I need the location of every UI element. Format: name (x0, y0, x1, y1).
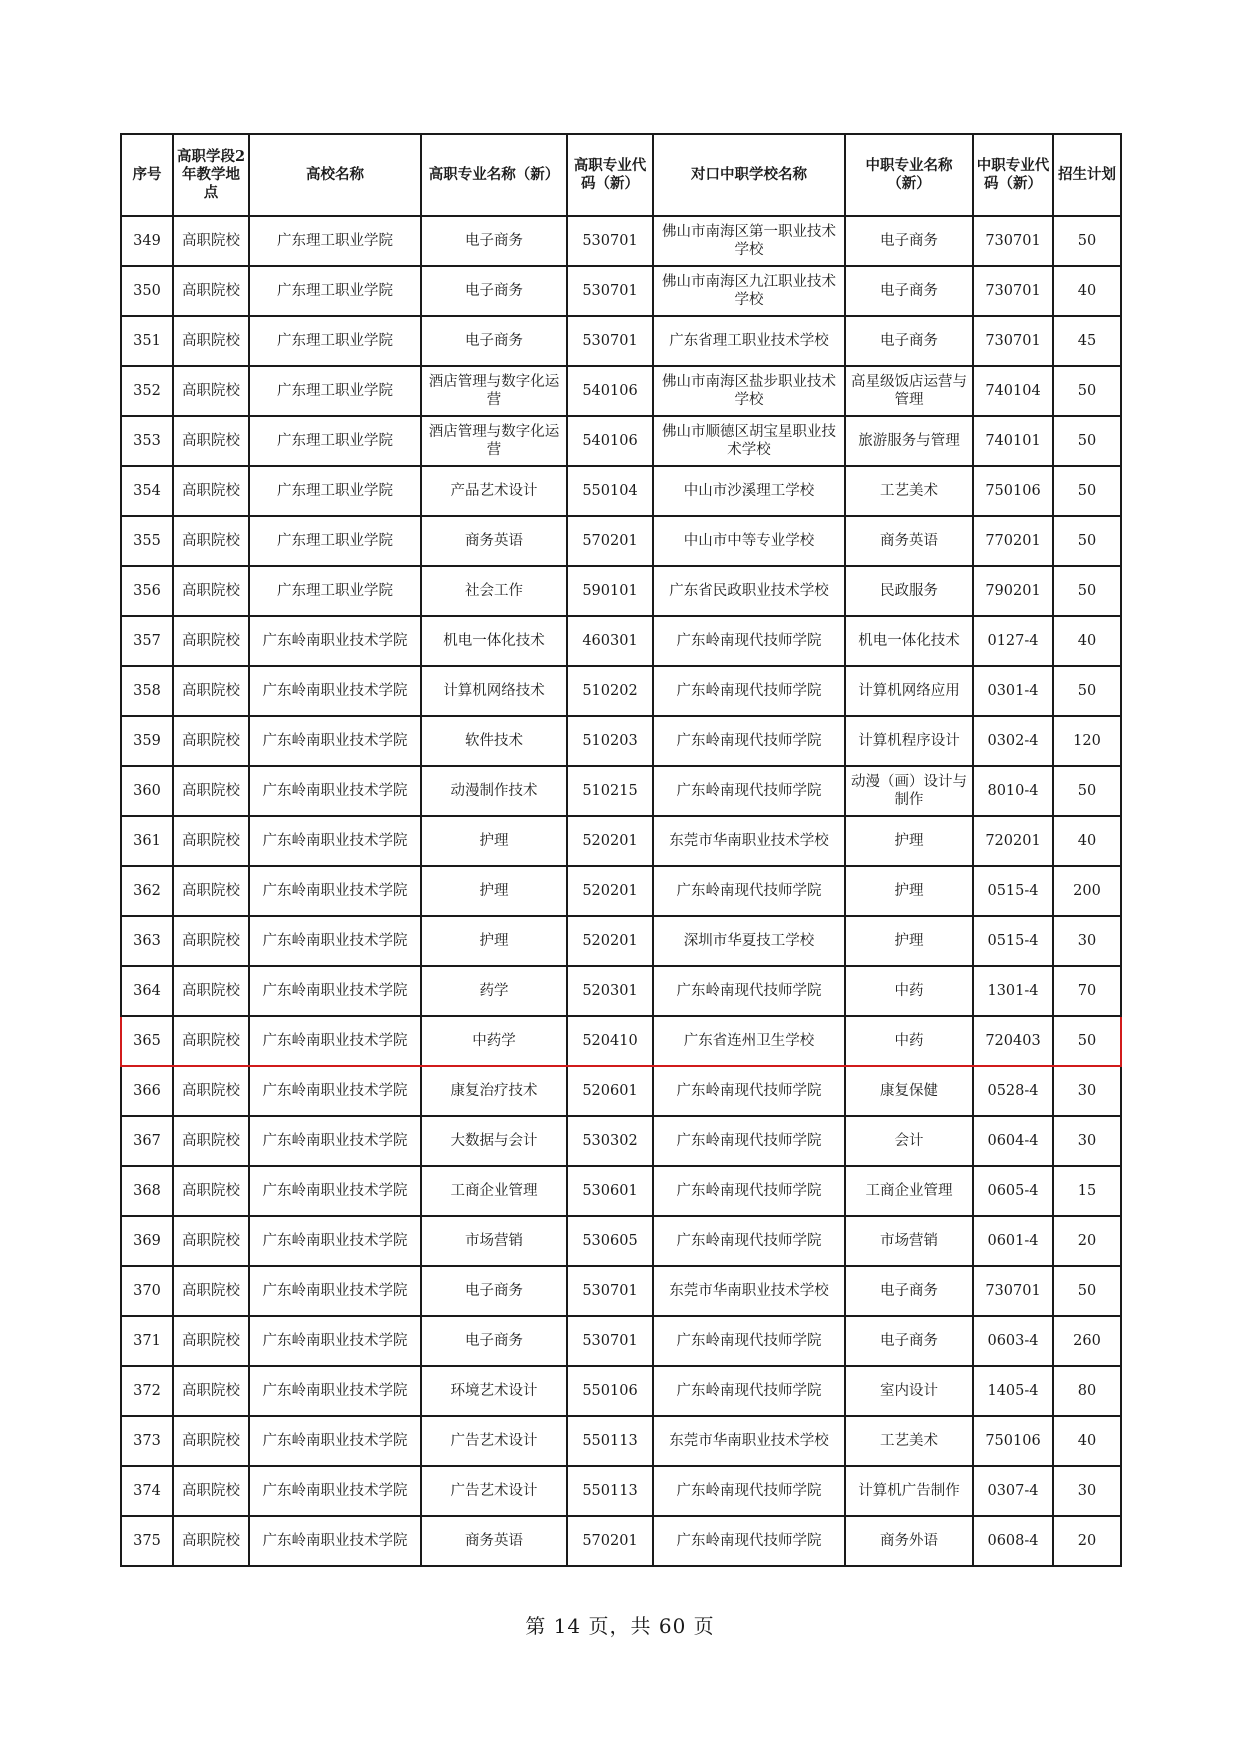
cell-index: 369 (121, 1216, 173, 1266)
cell-index: 357 (121, 616, 173, 666)
cell-vocational-major-code: 740104 (973, 366, 1053, 416)
cell-college-major-code: 530701 (567, 1316, 653, 1366)
cell-college-major-code: 520201 (567, 866, 653, 916)
cell-college-major-code: 570201 (567, 1516, 653, 1566)
table-row (121, 1266, 1121, 1316)
header-cell-college-major: 高职专业名称（新） (421, 134, 567, 216)
header-cell-enrollment-plan: 招生计划 (1053, 134, 1121, 216)
cell-college-name: 广东岭南职业技术学院 (249, 966, 421, 1016)
cell-vocational-major-code: 1301-4 (973, 966, 1053, 1016)
table-row (121, 1066, 1121, 1116)
cell-college-major-code: 550113 (567, 1466, 653, 1516)
cell-vocational-school: 广东岭南现代技师学院 (653, 1516, 845, 1566)
cell-college-name: 广东理工职业学院 (249, 416, 421, 466)
cell-enrollment-plan: 50 (1053, 1266, 1121, 1316)
cell-vocational-major: 旅游服务与管理 (845, 416, 973, 466)
cell-vocational-major-code: 8010-4 (973, 766, 1053, 816)
cell-college-name: 广东岭南职业技术学院 (249, 1066, 421, 1116)
cell-teaching-location: 高职院校 (173, 316, 249, 366)
cell-college-major: 产品艺术设计 (421, 466, 567, 516)
cell-vocational-major: 电子商务 (845, 1316, 973, 1366)
cell-vocational-major: 电子商务 (845, 266, 973, 316)
cell-vocational-school: 广东省民政职业技术学校 (653, 566, 845, 616)
cell-teaching-location: 高职院校 (173, 666, 249, 716)
cell-vocational-major: 商务英语 (845, 516, 973, 566)
cell-vocational-school: 广东岭南现代技师学院 (653, 1166, 845, 1216)
cell-college-name: 广东岭南职业技术学院 (249, 1266, 421, 1316)
cell-teaching-location: 高职院校 (173, 916, 249, 966)
cell-vocational-major-code: 0528-4 (973, 1066, 1053, 1116)
table-row (121, 1166, 1121, 1216)
cell-college-name: 广东理工职业学院 (249, 216, 421, 266)
cell-teaching-location: 高职院校 (173, 1416, 249, 1466)
cell-vocational-school: 广东岭南现代技师学院 (653, 666, 845, 716)
cell-college-major-code: 510203 (567, 716, 653, 766)
cell-college-major: 康复治疗技术 (421, 1066, 567, 1116)
cell-teaching-location: 高职院校 (173, 966, 249, 1016)
table-row (121, 1116, 1121, 1166)
cell-index: 364 (121, 966, 173, 1016)
cell-college-major-code: 540106 (567, 366, 653, 416)
cell-index: 359 (121, 716, 173, 766)
header-cell-vocational-school: 对口中职学校名称 (653, 134, 845, 216)
cell-vocational-school: 佛山市南海区九江职业技术学校 (653, 266, 845, 316)
cell-vocational-school: 佛山市南海区第一职业技术学校 (653, 216, 845, 266)
cell-vocational-major-code: 0603-4 (973, 1316, 1053, 1366)
cell-college-major: 电子商务 (421, 316, 567, 366)
table-row (121, 916, 1121, 966)
cell-vocational-major: 工艺美术 (845, 466, 973, 516)
cell-college-name: 广东岭南职业技术学院 (249, 1016, 421, 1066)
cell-college-major: 电子商务 (421, 216, 567, 266)
cell-college-major: 酒店管理与数字化运营 (421, 416, 567, 466)
cell-enrollment-plan: 50 (1053, 766, 1121, 816)
cell-vocational-major: 护理 (845, 866, 973, 916)
cell-college-name: 广东岭南职业技术学院 (249, 716, 421, 766)
cell-teaching-location: 高职院校 (173, 266, 249, 316)
cell-teaching-location: 高职院校 (173, 416, 249, 466)
cell-enrollment-plan: 50 (1053, 666, 1121, 716)
cell-vocational-major-code: 750106 (973, 1416, 1053, 1466)
cell-college-major: 环境艺术设计 (421, 1366, 567, 1416)
cell-vocational-major-code: 0127-4 (973, 616, 1053, 666)
cell-vocational-school: 广东岭南现代技师学院 (653, 966, 845, 1016)
cell-index: 371 (121, 1316, 173, 1366)
cell-college-major-code: 540106 (567, 416, 653, 466)
cell-enrollment-plan: 50 (1053, 566, 1121, 616)
cell-teaching-location: 高职院校 (173, 1316, 249, 1366)
cell-vocational-major-code: 730701 (973, 1266, 1053, 1316)
cell-vocational-school: 广东岭南现代技师学院 (653, 1066, 845, 1116)
cell-teaching-location: 高职院校 (173, 766, 249, 816)
table-row (121, 1316, 1121, 1366)
cell-index: 373 (121, 1416, 173, 1466)
page-number: 第 14 页，共 60 页 (525, 1614, 715, 1638)
cell-index: 362 (121, 866, 173, 916)
table-row (121, 716, 1121, 766)
cell-college-major: 工商企业管理 (421, 1166, 567, 1216)
cell-index: 367 (121, 1116, 173, 1166)
cell-teaching-location: 高职院校 (173, 1016, 249, 1066)
cell-index: 363 (121, 916, 173, 966)
cell-teaching-location: 高职院校 (173, 1216, 249, 1266)
cell-teaching-location: 高职院校 (173, 1166, 249, 1216)
cell-college-major-code: 530302 (567, 1116, 653, 1166)
header-cell-college-major-code: 高职专业代码（新） (567, 134, 653, 216)
cell-vocational-school: 广东岭南现代技师学院 (653, 1216, 845, 1266)
cell-college-major-code: 590101 (567, 566, 653, 616)
header-row (121, 134, 1121, 216)
table-row (121, 616, 1121, 666)
cell-college-major: 酒店管理与数字化运营 (421, 366, 567, 416)
cell-college-major: 护理 (421, 866, 567, 916)
cell-teaching-location: 高职院校 (173, 616, 249, 666)
cell-index: 356 (121, 566, 173, 616)
cell-vocational-school: 佛山市南海区盐步职业技术学校 (653, 366, 845, 416)
cell-vocational-major-code: 0515-4 (973, 916, 1053, 966)
table-row (121, 416, 1121, 466)
cell-college-major: 机电一体化技术 (421, 616, 567, 666)
cell-enrollment-plan: 40 (1053, 266, 1121, 316)
cell-teaching-location: 高职院校 (173, 1466, 249, 1516)
cell-index: 351 (121, 316, 173, 366)
cell-teaching-location: 高职院校 (173, 1266, 249, 1316)
cell-vocational-major: 护理 (845, 816, 973, 866)
cell-college-major-code: 570201 (567, 516, 653, 566)
cell-index: 354 (121, 466, 173, 516)
cell-college-major: 电子商务 (421, 1316, 567, 1366)
cell-index: 361 (121, 816, 173, 866)
cell-college-major: 电子商务 (421, 266, 567, 316)
cell-vocational-major: 民政服务 (845, 566, 973, 616)
cell-vocational-major-code: 0515-4 (973, 866, 1053, 916)
cell-index: 349 (121, 216, 173, 266)
cell-vocational-major-code: 0604-4 (973, 1116, 1053, 1166)
cell-college-major: 护理 (421, 916, 567, 966)
cell-vocational-school: 广东省理工职业技术学校 (653, 316, 845, 366)
cell-college-name: 广东理工职业学院 (249, 266, 421, 316)
table-row (121, 566, 1121, 616)
cell-vocational-major: 中药 (845, 1016, 973, 1066)
cell-index: 360 (121, 766, 173, 816)
cell-college-major: 软件技术 (421, 716, 567, 766)
cell-teaching-location: 高职院校 (173, 516, 249, 566)
header-cell-teaching-location: 高职学段2年教学地点 (173, 134, 249, 216)
cell-vocational-major: 电子商务 (845, 216, 973, 266)
cell-vocational-school: 佛山市顺德区胡宝星职业技术学校 (653, 416, 845, 466)
cell-vocational-major-code: 770201 (973, 516, 1053, 566)
cell-enrollment-plan: 40 (1053, 816, 1121, 866)
cell-vocational-major: 康复保健 (845, 1066, 973, 1116)
cell-college-name: 广东岭南职业技术学院 (249, 666, 421, 716)
cell-vocational-major: 计算机广告制作 (845, 1466, 973, 1516)
cell-vocational-major: 电子商务 (845, 316, 973, 366)
cell-index: 355 (121, 516, 173, 566)
cell-enrollment-plan: 20 (1053, 1516, 1121, 1566)
cell-college-name: 广东岭南职业技术学院 (249, 1316, 421, 1366)
table-row (121, 966, 1121, 1016)
cell-college-major-code: 530701 (567, 1266, 653, 1316)
cell-vocational-major-code: 0601-4 (973, 1216, 1053, 1266)
enrollment-table (120, 133, 1122, 1567)
table-row (121, 1516, 1121, 1566)
cell-college-name: 广东岭南职业技术学院 (249, 1516, 421, 1566)
cell-vocational-major: 电子商务 (845, 1266, 973, 1316)
cell-college-name: 广东岭南职业技术学院 (249, 866, 421, 916)
table-body (121, 216, 1121, 1566)
cell-vocational-school: 广东岭南现代技师学院 (653, 1316, 845, 1366)
cell-vocational-school: 广东岭南现代技师学院 (653, 616, 845, 666)
cell-index: 374 (121, 1466, 173, 1516)
cell-vocational-school: 东莞市华南职业技术学校 (653, 816, 845, 866)
cell-vocational-major: 工艺美术 (845, 1416, 973, 1466)
cell-enrollment-plan: 50 (1053, 216, 1121, 266)
cell-vocational-major-code: 720403 (973, 1016, 1053, 1066)
cell-teaching-location: 高职院校 (173, 1116, 249, 1166)
cell-teaching-location: 高职院校 (173, 866, 249, 916)
cell-college-name: 广东岭南职业技术学院 (249, 1466, 421, 1516)
cell-college-major-code: 530605 (567, 1216, 653, 1266)
cell-index: 372 (121, 1366, 173, 1416)
cell-vocational-school: 深圳市华夏技工学校 (653, 916, 845, 966)
cell-index: 358 (121, 666, 173, 716)
table-row (121, 1416, 1121, 1466)
cell-college-major: 大数据与会计 (421, 1116, 567, 1166)
cell-vocational-major: 计算机网络应用 (845, 666, 973, 716)
cell-college-name: 广东岭南职业技术学院 (249, 766, 421, 816)
table-row (121, 266, 1121, 316)
cell-college-major-code: 530701 (567, 266, 653, 316)
cell-vocational-major: 工商企业管理 (845, 1166, 973, 1216)
cell-teaching-location: 高职院校 (173, 816, 249, 866)
cell-enrollment-plan: 40 (1053, 616, 1121, 666)
cell-vocational-major-code: 730701 (973, 216, 1053, 266)
table-row (121, 1216, 1121, 1266)
cell-vocational-major: 中药 (845, 966, 973, 1016)
cell-college-name: 广东理工职业学院 (249, 516, 421, 566)
cell-vocational-major-code: 0302-4 (973, 716, 1053, 766)
cell-enrollment-plan: 45 (1053, 316, 1121, 366)
cell-vocational-major-code: 1405-4 (973, 1366, 1053, 1416)
cell-teaching-location: 高职院校 (173, 566, 249, 616)
cell-college-major: 商务英语 (421, 516, 567, 566)
cell-index: 375 (121, 1516, 173, 1566)
cell-college-major: 广告艺术设计 (421, 1466, 567, 1516)
cell-index: 370 (121, 1266, 173, 1316)
cell-index: 365 (121, 1016, 173, 1066)
cell-vocational-major-code: 730701 (973, 316, 1053, 366)
cell-enrollment-plan: 50 (1053, 1016, 1121, 1066)
cell-vocational-school: 中山市沙溪理工学校 (653, 466, 845, 516)
cell-enrollment-plan: 70 (1053, 966, 1121, 1016)
cell-college-name: 广东岭南职业技术学院 (249, 1416, 421, 1466)
table-row (121, 866, 1121, 916)
cell-vocational-school: 广东岭南现代技师学院 (653, 766, 845, 816)
cell-college-name: 广东理工职业学院 (249, 566, 421, 616)
cell-vocational-major: 动漫（画）设计与制作 (845, 766, 973, 816)
cell-vocational-school: 广东岭南现代技师学院 (653, 866, 845, 916)
cell-vocational-major-code: 750106 (973, 466, 1053, 516)
cell-enrollment-plan: 50 (1053, 466, 1121, 516)
cell-college-major: 市场营销 (421, 1216, 567, 1266)
cell-college-name: 广东岭南职业技术学院 (249, 1366, 421, 1416)
cell-teaching-location: 高职院校 (173, 1516, 249, 1566)
header-cell-vocational-major: 中职专业名称（新） (845, 134, 973, 216)
cell-index: 368 (121, 1166, 173, 1216)
cell-enrollment-plan: 30 (1053, 1116, 1121, 1166)
header-cell-index: 序号 (121, 134, 173, 216)
cell-college-name: 广东理工职业学院 (249, 366, 421, 416)
cell-vocational-major-code: 0307-4 (973, 1466, 1053, 1516)
cell-teaching-location: 高职院校 (173, 716, 249, 766)
cell-college-major-code: 530701 (567, 216, 653, 266)
cell-index: 350 (121, 266, 173, 316)
cell-vocational-major: 高星级饭店运营与管理 (845, 366, 973, 416)
cell-vocational-major-code: 740101 (973, 416, 1053, 466)
cell-college-major: 计算机网络技术 (421, 666, 567, 716)
cell-vocational-major-code: 720201 (973, 816, 1053, 866)
cell-teaching-location: 高职院校 (173, 216, 249, 266)
cell-college-major-code: 520410 (567, 1016, 653, 1066)
cell-college-major-code: 510202 (567, 666, 653, 716)
cell-teaching-location: 高职院校 (173, 1366, 249, 1416)
cell-vocational-school: 东莞市华南职业技术学校 (653, 1266, 845, 1316)
cell-teaching-location: 高职院校 (173, 366, 249, 416)
cell-index: 366 (121, 1066, 173, 1116)
cell-college-name: 广东岭南职业技术学院 (249, 1166, 421, 1216)
cell-college-name: 广东岭南职业技术学院 (249, 916, 421, 966)
cell-enrollment-plan: 40 (1053, 1416, 1121, 1466)
cell-vocational-major: 会计 (845, 1116, 973, 1166)
table-header (121, 134, 1121, 216)
cell-college-major: 电子商务 (421, 1266, 567, 1316)
cell-teaching-location: 高职院校 (173, 466, 249, 516)
cell-index: 353 (121, 416, 173, 466)
cell-college-major-code: 530601 (567, 1166, 653, 1216)
table-row (121, 466, 1121, 516)
table-row (121, 1016, 1121, 1066)
cell-enrollment-plan: 260 (1053, 1316, 1121, 1366)
cell-college-name: 广东岭南职业技术学院 (249, 1116, 421, 1166)
cell-college-major-code: 510215 (567, 766, 653, 816)
cell-vocational-school: 中山市中等专业学校 (653, 516, 845, 566)
header-cell-vocational-major-code: 中职专业代码（新） (973, 134, 1053, 216)
cell-college-major-code: 550113 (567, 1416, 653, 1466)
cell-college-name: 广东岭南职业技术学院 (249, 1216, 421, 1266)
cell-college-name: 广东理工职业学院 (249, 316, 421, 366)
cell-enrollment-plan: 30 (1053, 916, 1121, 966)
cell-vocational-school: 广东岭南现代技师学院 (653, 1466, 845, 1516)
cell-college-major-code: 460301 (567, 616, 653, 666)
cell-vocational-major: 市场营销 (845, 1216, 973, 1266)
cell-college-major: 广告艺术设计 (421, 1416, 567, 1466)
cell-college-major: 动漫制作技术 (421, 766, 567, 816)
cell-enrollment-plan: 20 (1053, 1216, 1121, 1266)
cell-vocational-major: 室内设计 (845, 1366, 973, 1416)
cell-vocational-school: 东莞市华南职业技术学校 (653, 1416, 845, 1466)
cell-vocational-school: 广东岭南现代技师学院 (653, 716, 845, 766)
cell-vocational-major: 商务外语 (845, 1516, 973, 1566)
cell-enrollment-plan: 50 (1053, 416, 1121, 466)
cell-college-name: 广东岭南职业技术学院 (249, 616, 421, 666)
cell-enrollment-plan: 50 (1053, 516, 1121, 566)
cell-college-major-code: 520201 (567, 816, 653, 866)
cell-vocational-major-code: 0605-4 (973, 1166, 1053, 1216)
cell-college-major-code: 520201 (567, 916, 653, 966)
cell-college-major: 中药学 (421, 1016, 567, 1066)
header-cell-college-name: 高校名称 (249, 134, 421, 216)
cell-enrollment-plan: 30 (1053, 1066, 1121, 1116)
cell-college-major: 社会工作 (421, 566, 567, 616)
cell-index: 352 (121, 366, 173, 416)
cell-teaching-location: 高职院校 (173, 1066, 249, 1116)
cell-vocational-major: 机电一体化技术 (845, 616, 973, 666)
table-row (121, 316, 1121, 366)
cell-vocational-school: 广东岭南现代技师学院 (653, 1366, 845, 1416)
cell-enrollment-plan: 120 (1053, 716, 1121, 766)
cell-vocational-major-code: 0301-4 (973, 666, 1053, 716)
cell-enrollment-plan: 15 (1053, 1166, 1121, 1216)
cell-vocational-major: 护理 (845, 916, 973, 966)
table-row (121, 1366, 1121, 1416)
cell-enrollment-plan: 30 (1053, 1466, 1121, 1516)
table-row (121, 666, 1121, 716)
cell-enrollment-plan: 50 (1053, 366, 1121, 416)
cell-college-major-code: 520601 (567, 1066, 653, 1116)
table-row (121, 766, 1121, 816)
cell-vocational-major: 计算机程序设计 (845, 716, 973, 766)
table-row (121, 516, 1121, 566)
cell-college-major: 护理 (421, 816, 567, 866)
cell-college-major-code: 550104 (567, 466, 653, 516)
cell-enrollment-plan: 200 (1053, 866, 1121, 916)
cell-college-name: 广东理工职业学院 (249, 466, 421, 516)
cell-college-major-code: 530701 (567, 316, 653, 366)
cell-vocational-school: 广东岭南现代技师学院 (653, 1116, 845, 1166)
table-row (121, 1466, 1121, 1516)
table-row (121, 816, 1121, 866)
cell-vocational-major-code: 0608-4 (973, 1516, 1053, 1566)
cell-enrollment-plan: 80 (1053, 1366, 1121, 1416)
table-row (121, 216, 1121, 266)
cell-college-major: 药学 (421, 966, 567, 1016)
cell-college-major: 商务英语 (421, 1516, 567, 1566)
cell-vocational-major-code: 730701 (973, 266, 1053, 316)
table-row (121, 366, 1121, 416)
cell-college-major-code: 520301 (567, 966, 653, 1016)
cell-vocational-major-code: 790201 (973, 566, 1053, 616)
cell-college-name: 广东岭南职业技术学院 (249, 816, 421, 866)
cell-college-major-code: 550106 (567, 1366, 653, 1416)
cell-vocational-school: 广东省连州卫生学校 (653, 1016, 845, 1066)
